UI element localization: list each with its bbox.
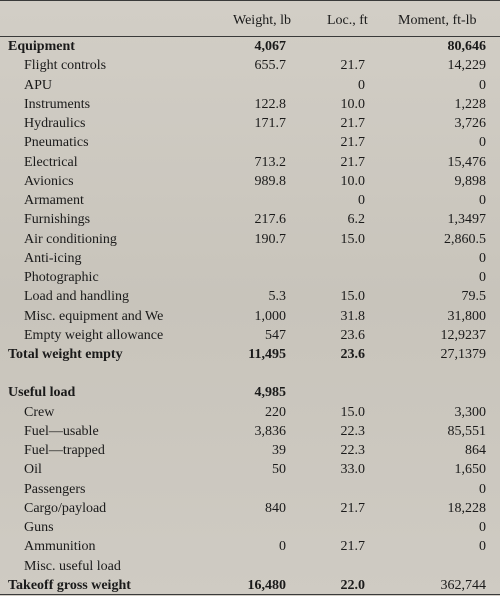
row-label: Total weight empty xyxy=(8,347,123,362)
location-cell: 31.8 xyxy=(340,308,365,324)
weight-cell: 713.2 xyxy=(254,154,286,170)
moment-cell: 0 xyxy=(479,520,486,535)
moment-cell: 0 xyxy=(479,135,486,151)
table-row xyxy=(0,480,500,499)
location-cell: 0 xyxy=(358,77,365,93)
location-cell: 15.0 xyxy=(340,231,365,247)
row-label: Hydraulics xyxy=(24,116,86,131)
table-row xyxy=(0,364,500,383)
moment-cell: 15,476 xyxy=(447,154,486,170)
row-label: Ammunition xyxy=(24,539,96,555)
table-row xyxy=(0,499,500,518)
row-label: Cargo/payload xyxy=(24,500,107,516)
row-label: Load and handling xyxy=(24,289,129,305)
weight-cell: 5.3 xyxy=(268,289,286,305)
table-row xyxy=(0,56,500,75)
weight-cell: 217.6 xyxy=(254,212,286,228)
moment-cell: 14,229 xyxy=(447,58,486,74)
location-cell: 21.7 xyxy=(340,116,365,131)
moment-cell: 80,646 xyxy=(447,39,486,54)
moment-cell: 0 xyxy=(479,270,486,285)
row-label: Equipment xyxy=(8,39,75,54)
weight-cell: 547 xyxy=(265,327,286,343)
location-cell: 21.7 xyxy=(340,154,365,170)
table-row xyxy=(0,76,500,95)
row-label: Fuel—trapped xyxy=(24,443,105,458)
weight-cell: 840 xyxy=(265,500,286,516)
location-cell: 22.3 xyxy=(340,443,365,458)
location-cell: 33.0 xyxy=(340,462,365,478)
moment-cell: 362,744 xyxy=(440,577,486,593)
location-cell: 21.7 xyxy=(340,135,365,151)
weight-cell: 171.7 xyxy=(254,116,286,131)
weight-cell: 11,495 xyxy=(248,347,286,362)
table-row xyxy=(0,191,500,210)
row-label: Flight controls xyxy=(24,58,107,74)
header-weight: Weight, lb xyxy=(233,13,291,28)
weight-cell: 1,000 xyxy=(254,308,286,324)
location-cell: 22.0 xyxy=(340,577,365,593)
weight-cell: 220 xyxy=(265,404,286,420)
weight-cell: 190.7 xyxy=(254,231,286,247)
table-row xyxy=(0,422,500,441)
weight-cell: 3,836 xyxy=(254,423,286,439)
location-cell: 0 xyxy=(358,193,365,208)
table-row xyxy=(0,307,500,326)
location-cell: 15.0 xyxy=(340,289,365,305)
location-cell: 6.2 xyxy=(347,212,365,228)
location-cell: 23.6 xyxy=(340,347,365,362)
moment-cell: 3,300 xyxy=(454,404,486,420)
weight-cell: 655.7 xyxy=(254,58,286,74)
table-row xyxy=(0,172,500,191)
location-cell: 21.7 xyxy=(340,539,365,555)
moment-cell: 0 xyxy=(479,481,486,497)
weight-cell: 4,067 xyxy=(254,39,286,54)
moment-cell: 12,9237 xyxy=(440,327,486,343)
location-cell: 21.7 xyxy=(340,58,365,74)
table-row xyxy=(0,37,500,56)
row-label: Empty weight allowance xyxy=(24,327,164,343)
table-row xyxy=(0,153,500,172)
moment-cell: 1,3497 xyxy=(447,212,486,228)
row-label: Armament xyxy=(24,193,84,208)
table-row xyxy=(0,95,500,114)
top-rule xyxy=(0,0,500,1)
table-row xyxy=(0,537,500,556)
location-cell: 23.6 xyxy=(340,327,365,343)
moment-cell: 79.5 xyxy=(461,289,486,305)
moment-cell: 0 xyxy=(479,539,486,555)
row-label: Pneumatics xyxy=(24,135,89,151)
table-row xyxy=(0,518,500,537)
table-row xyxy=(0,287,500,306)
weight-cell: 4,985 xyxy=(254,385,286,401)
moment-cell: 27,1379 xyxy=(440,347,486,362)
row-label: Fuel—usable xyxy=(24,423,99,439)
location-cell: 10.0 xyxy=(340,96,365,112)
moment-cell: 2,860.5 xyxy=(444,231,486,247)
table-row xyxy=(0,557,500,576)
moment-cell: 85,551 xyxy=(447,423,486,439)
weight-cell: 39 xyxy=(272,443,286,458)
moment-cell: 0 xyxy=(479,250,486,266)
moment-cell: 864 xyxy=(465,443,486,458)
row-label: Useful load xyxy=(8,385,76,401)
weight-cell: 0 xyxy=(279,539,286,555)
moment-cell: 0 xyxy=(479,193,486,208)
moment-cell: 9,898 xyxy=(454,173,486,189)
row-label: Electrical xyxy=(24,154,78,170)
row-label: Oil xyxy=(24,462,42,478)
row-label: Guns xyxy=(24,520,54,535)
table-row xyxy=(0,383,500,402)
table-row xyxy=(0,114,500,133)
weight-cell: 16,480 xyxy=(247,577,286,593)
row-label: Photographic xyxy=(24,270,99,285)
row-label: Takeoff gross weight xyxy=(8,577,131,593)
weight-cell: 989.8 xyxy=(254,173,286,189)
location-cell: 21.7 xyxy=(340,500,365,516)
table-row xyxy=(0,210,500,229)
location-cell: 15.0 xyxy=(340,404,365,420)
table-row xyxy=(0,230,500,249)
location-cell: 10.0 xyxy=(340,173,365,189)
row-label: Misc. equipment and We xyxy=(24,308,164,324)
row-label: Anti-icing xyxy=(24,250,82,266)
table-row xyxy=(0,441,500,460)
weight-cell: 122.8 xyxy=(254,96,286,112)
row-label: Crew xyxy=(24,404,55,420)
table-row xyxy=(0,576,500,595)
table-row xyxy=(0,460,500,479)
row-label: Furnishings xyxy=(24,212,91,228)
row-label: Air conditioning xyxy=(24,231,117,247)
weight-cell: 50 xyxy=(272,462,286,478)
row-label: Misc. useful load xyxy=(24,558,121,574)
header-moment: Moment, ft-lb xyxy=(398,13,477,28)
moment-cell: 3,726 xyxy=(454,116,486,131)
location-cell: 22.3 xyxy=(340,423,365,439)
header-location: Loc., ft xyxy=(327,13,368,28)
moment-cell: 1,228 xyxy=(454,96,486,112)
moment-cell: 31,800 xyxy=(447,308,486,324)
moment-cell: 18,228 xyxy=(447,500,486,516)
table-row xyxy=(0,268,500,287)
row-label: Passengers xyxy=(24,481,86,497)
row-label: APU xyxy=(24,77,53,93)
table-row xyxy=(0,249,500,268)
row-label: Avionics xyxy=(24,173,74,189)
moment-cell: 0 xyxy=(479,77,486,93)
table-row xyxy=(0,133,500,152)
moment-cell: 1,650 xyxy=(454,462,486,478)
table-row xyxy=(0,345,500,364)
table-row xyxy=(0,326,500,345)
table-row xyxy=(0,403,500,422)
row-label: Instruments xyxy=(24,96,91,112)
weight-table-body xyxy=(0,37,500,595)
bottom-rule xyxy=(0,594,500,595)
